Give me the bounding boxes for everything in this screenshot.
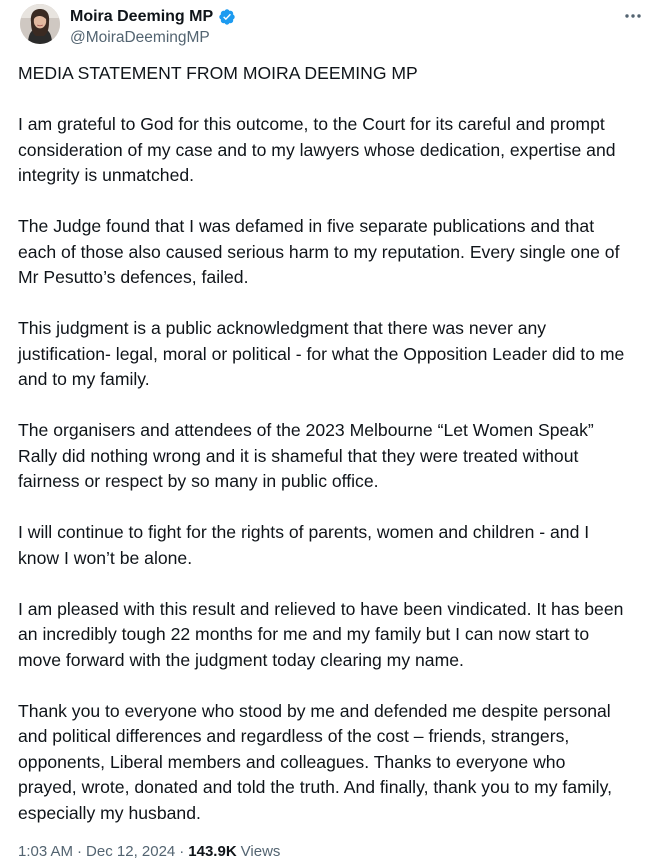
statement-paragraph: I am grateful to God for this outcome, to the Court for its careful and prompt consideration of my case and to my lawyers whose dedication, expertise and integrity is unmatched. — [18, 114, 616, 185]
statement-paragraph: I will continue to fight for the rights of parents, women and children - and I know I won’t be alone. — [18, 522, 590, 568]
author-handle[interactable]: @MoiraDeemingMP — [70, 29, 210, 46]
statement-paragraph: Thank you to everyone who stood by me and defended me despite personal and political differences and regardless of the cost – friends, strangers, opponents, Liberal members and colleagues. Thanks to everyone who prayed, wrote, donated and told the truth. And finally, thank you to my family, especially my husband. — [18, 700, 612, 823]
post-date[interactable]: Dec 12, 2024 — [86, 843, 176, 860]
statement-heading: MEDIA STATEMENT FROM MOIRA DEEMING MP — [18, 63, 418, 83]
tweet-text — [18, 61, 628, 826]
meta-separator: · — [179, 843, 185, 860]
verified-badge-icon[interactable] — [218, 8, 236, 26]
views-label: Views — [240, 843, 281, 860]
meta-separator: · — [77, 843, 83, 860]
more-horizontal-icon[interactable] — [621, 8, 645, 24]
tweet-header — [18, 4, 653, 52]
display-name[interactable]: Moira Deeming MP — [70, 8, 214, 25]
avatar[interactable] — [20, 4, 60, 44]
statement-paragraph: The organisers and attendees of the 2023 Melbourne “Let Women Speak” Rally did nothing wrong and it is shameful that they were treated without fairness or respect by so many in public office. — [18, 420, 594, 491]
display-name-row — [70, 6, 236, 28]
views-count[interactable]: 143.9K — [188, 843, 237, 860]
tweet-meta — [18, 843, 280, 860]
author-names — [70, 6, 236, 47]
profile-photo-icon — [20, 4, 60, 44]
post-time[interactable]: 1:03 AM — [18, 843, 74, 860]
statement-paragraph: The Judge found that I was defamed in five separate publications and that each of those also caused serious harm to my reputation. Every single one of Mr Pesutto’s defences, failed. — [18, 216, 620, 287]
statement-paragraph: I am pleased with this result and relieved to have been vindicated. It has been an incredibly tough 22 months for me and my family but I can now start to move forward with the judgment today clearing my name. — [18, 598, 624, 670]
statement-paragraph: This judgment is a public acknowledgment that there was never any justification- legal, moral or political - for what the Opposition Leader did to me and to my family. — [18, 318, 625, 389]
